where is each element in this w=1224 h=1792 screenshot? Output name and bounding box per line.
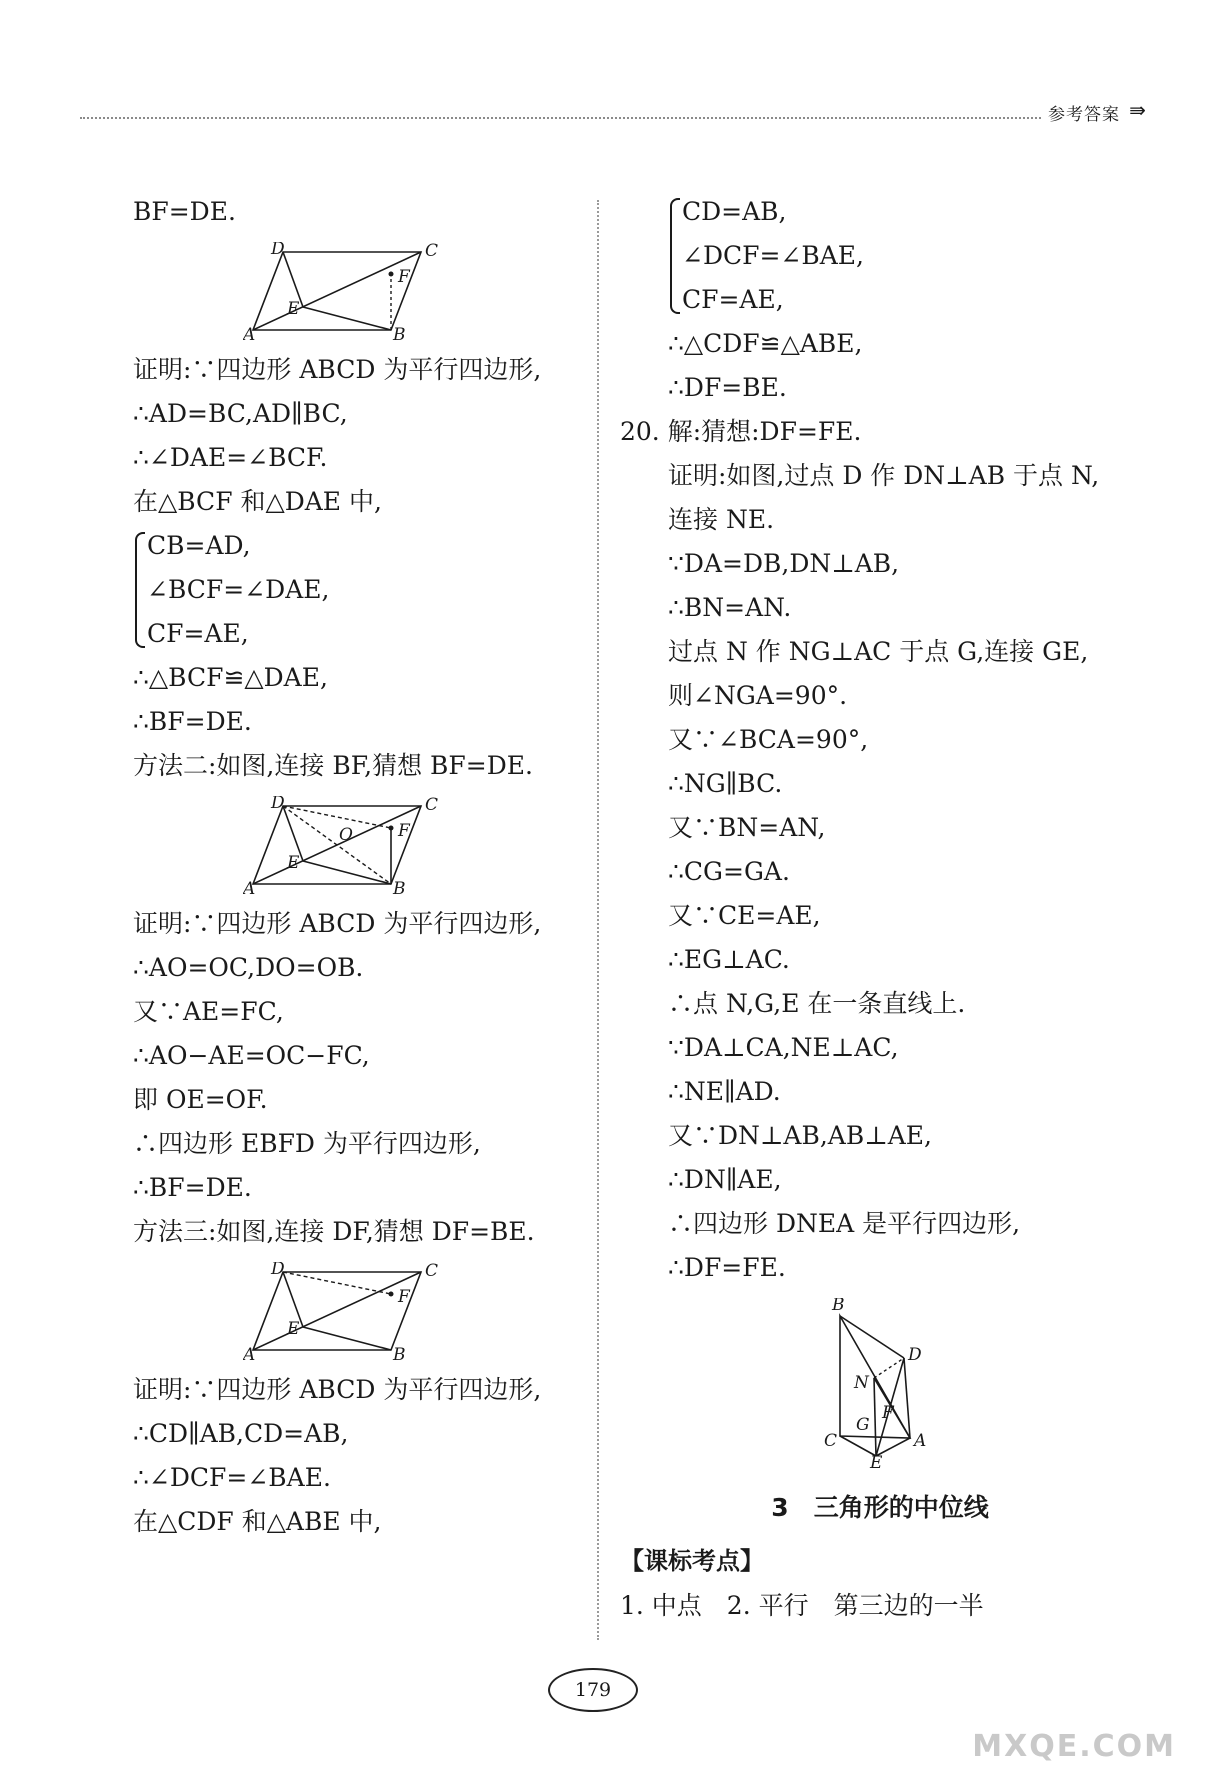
text-line: CF=AE,	[682, 285, 784, 314]
label-C: C	[425, 796, 439, 815]
text-line: 在△CDF 和△ABE 中,	[133, 1507, 382, 1536]
right-column	[620, 190, 1140, 1628]
text-line: ∵DA=DB,DN⊥AB,	[668, 549, 900, 578]
text-line: 证明:如图,过点 D 作 DN⊥AB 于点 N,	[668, 461, 1100, 490]
brace-system	[133, 524, 583, 656]
text-line: 过点 N 作 NG⊥AC 于点 G,连接 GE,	[668, 637, 1089, 666]
text-line: ∴CG=GA.	[668, 857, 790, 886]
text-line: ∴△CDF≌△ABE,	[668, 329, 863, 358]
label-B: B	[832, 1298, 845, 1315]
text-line: ∴AO=OC,DO=OB.	[133, 953, 364, 982]
label-C: C	[824, 1431, 838, 1451]
text-line: ∴点 N,G,E 在一条直线上.	[668, 989, 966, 1018]
label-A: A	[243, 1345, 256, 1362]
text-line: ∴DF=FE.	[668, 1253, 786, 1282]
text-line: ∠DCF=∠BAE,	[682, 241, 864, 270]
text-line: BF=DE.	[133, 197, 236, 226]
keypoint-title: 【课标考点】	[620, 1547, 764, 1575]
text-line: ∴EG⊥AC.	[668, 945, 790, 974]
label-A: A	[243, 879, 256, 896]
figure-triangle-ndea	[810, 1298, 950, 1468]
label-O: O	[339, 825, 353, 845]
text-line: ∴DN∥AE,	[668, 1165, 782, 1194]
label-D: D	[271, 1262, 285, 1279]
text-line: ∵DA⊥CA,NE⊥AC,	[668, 1033, 899, 1062]
label-A: A	[914, 1431, 927, 1451]
text-line: 又∵CE=AE,	[668, 901, 821, 930]
brace-system	[668, 190, 1140, 322]
text-line: 又∵∠BCA=90°,	[668, 725, 869, 754]
text-line: 连接 NE.	[668, 505, 775, 534]
text-line: CF=AE,	[147, 619, 249, 648]
label-F: F	[398, 821, 410, 841]
section-title: 3 三角形的中位线	[771, 1493, 989, 1522]
text-line: 证明:∵四边形 ABCD 为平行四边形,	[133, 1375, 542, 1404]
text-line: ∴四边形 DNEA 是平行四边形,	[668, 1209, 1021, 1238]
text-line: ∴AD=BC,AD∥BC,	[133, 399, 348, 428]
label-D: D	[271, 242, 285, 259]
text-line: 方法三:如图,连接 DF,猜想 DF=BE.	[133, 1217, 535, 1246]
label-D: D	[908, 1345, 922, 1365]
label-E: E	[870, 1453, 883, 1468]
label-A: A	[243, 325, 256, 342]
text-line: 则∠NGA=90°.	[668, 681, 848, 710]
label-C: C	[425, 1262, 439, 1281]
label-N: N	[854, 1373, 869, 1393]
text-line: ∴AO−AE=OC−FC,	[133, 1041, 370, 1070]
label-C: C	[425, 242, 439, 261]
header-title: 参考答案	[1042, 100, 1126, 125]
label-E: E	[287, 853, 300, 873]
text-line: ∴∠DAE=∠BCF.	[133, 443, 328, 472]
text-line: 又∵AE=FC,	[133, 997, 284, 1026]
label-F: F	[882, 1403, 894, 1423]
page-number: 179	[548, 1668, 638, 1712]
text-line: 又∵DN⊥AB,AB⊥AE,	[668, 1121, 932, 1150]
label-G: G	[856, 1415, 870, 1435]
figure-parallelogram-3	[243, 1262, 473, 1362]
watermark: MXQE.COM	[972, 1729, 1176, 1764]
text-line: ∠BCF=∠DAE,	[147, 575, 330, 604]
label-E: E	[287, 299, 300, 319]
label-F: F	[398, 267, 410, 287]
text-line: ∴NG∥BC.	[668, 769, 783, 798]
text-line: 方法二:如图,连接 BF,猜想 BF=DE.	[133, 751, 533, 780]
label-D: D	[271, 796, 285, 813]
text-line: ∴BF=DE.	[133, 707, 252, 736]
figure-parallelogram-1	[243, 242, 473, 342]
text-line: CB=AD,	[147, 531, 251, 560]
label-B: B	[393, 1345, 406, 1362]
keypoint-answers: 1. 中点 2. 平行 第三边的一半	[620, 1591, 984, 1620]
column-divider	[597, 200, 599, 1640]
text-line: 证明:∵四边形 ABCD 为平行四边形,	[133, 355, 542, 384]
problem-20-heading: 20. 解:猜想:DF=FE.	[620, 417, 862, 446]
text-line: 在△BCF 和△DAE 中,	[133, 487, 382, 516]
left-column	[133, 190, 583, 1544]
label-F: F	[398, 1287, 410, 1307]
text-line: ∴∠DCF=∠BAE.	[133, 1463, 331, 1492]
label-B: B	[393, 325, 406, 342]
header-rule	[80, 117, 1120, 119]
text-line: 证明:∵四边形 ABCD 为平行四边形,	[133, 909, 542, 938]
text-line: ∴△BCF≌△DAE,	[133, 663, 328, 692]
text-line: 又∵BN=AN,	[668, 813, 826, 842]
text-line: 即 OE=OF.	[133, 1085, 268, 1114]
label-B: B	[393, 879, 406, 896]
text-line: ∴DF=BE.	[668, 373, 787, 402]
figure-parallelogram-2	[243, 796, 473, 896]
label-E: E	[287, 1319, 300, 1339]
arrow-icon: ⇛	[1129, 98, 1146, 122]
text-line: ∴BF=DE.	[133, 1173, 252, 1202]
text-line: ∴CD∥AB,CD=AB,	[133, 1419, 349, 1448]
text-line: ∴四边形 EBFD 为平行四边形,	[133, 1129, 481, 1158]
text-line: CD=AB,	[682, 197, 787, 226]
text-line: ∴BN=AN.	[668, 593, 792, 622]
text-line: ∴NE∥AD.	[668, 1077, 781, 1106]
